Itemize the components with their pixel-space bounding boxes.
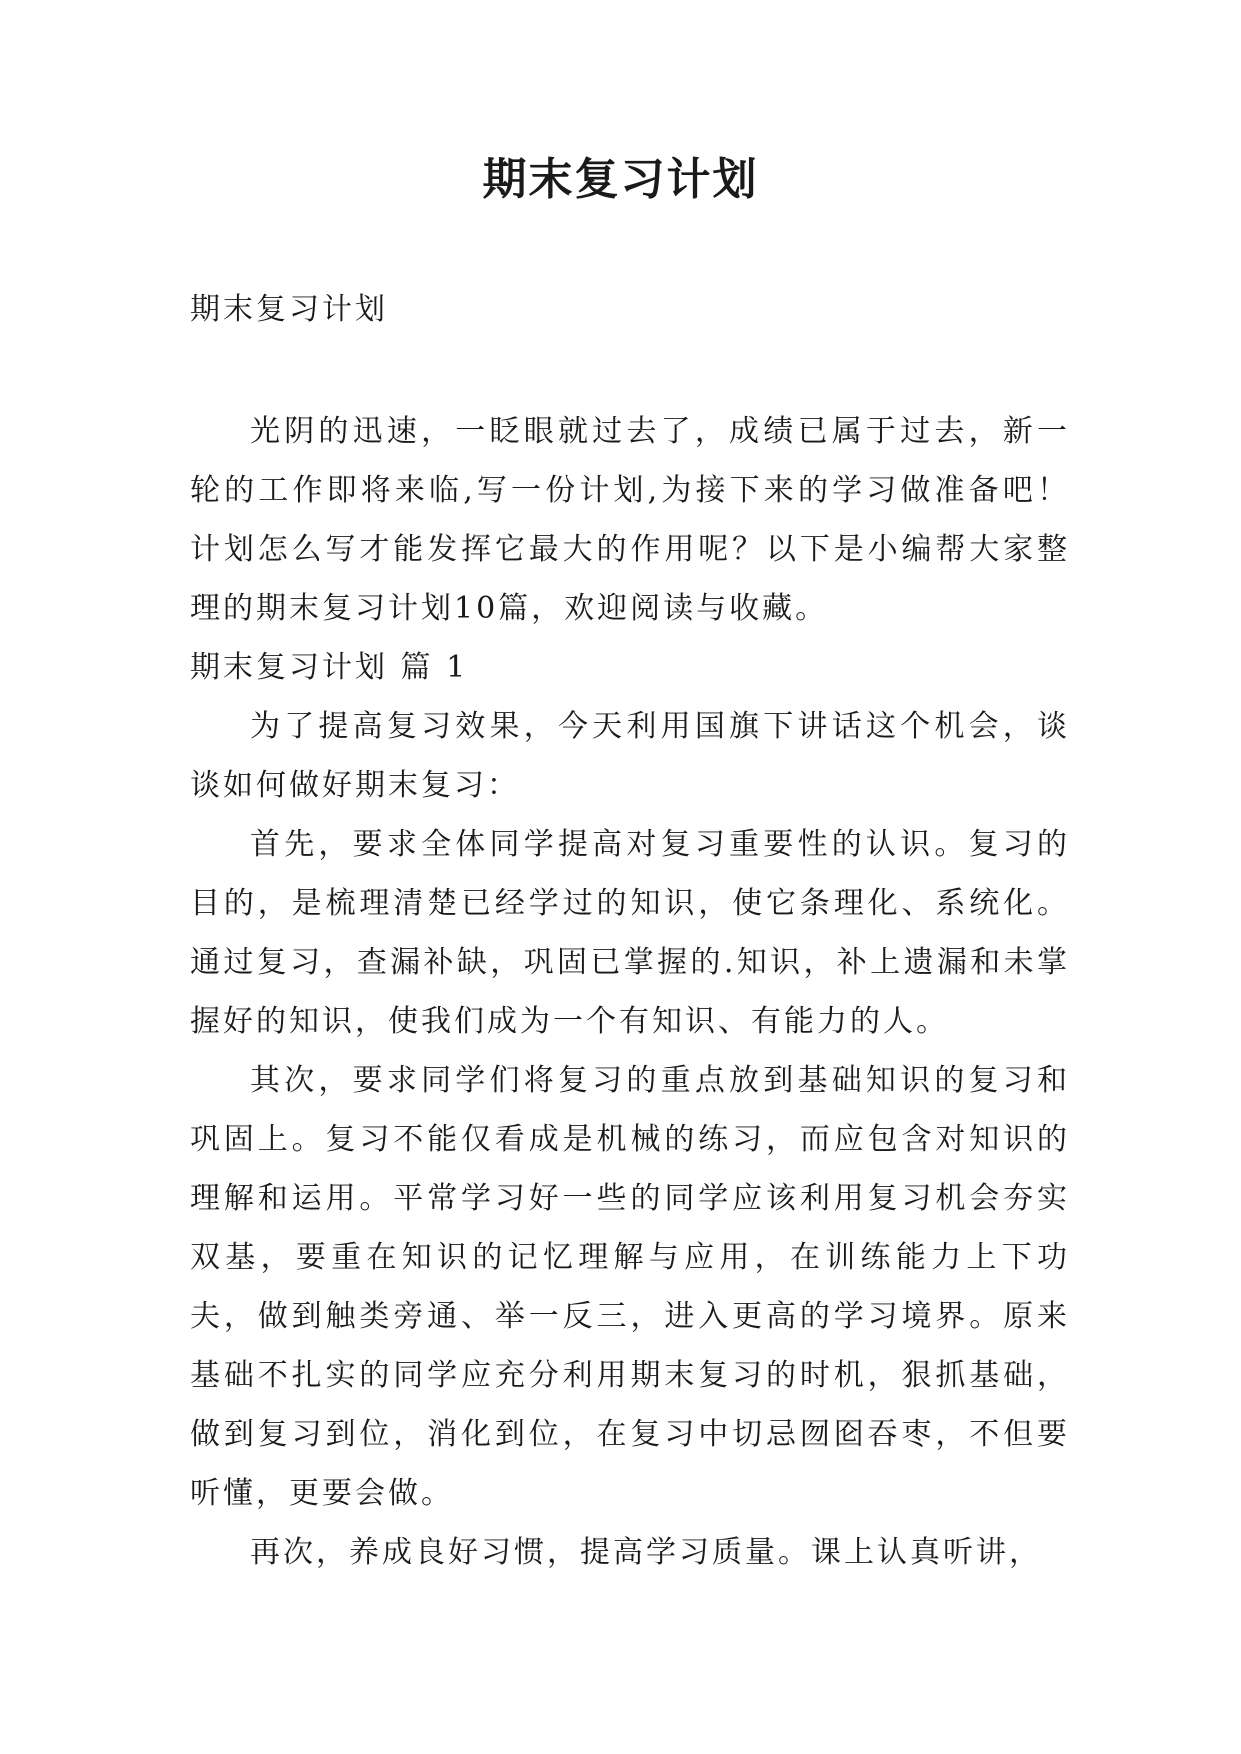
document-title: 期末复习计划 xyxy=(482,154,759,205)
paragraph-4: 再次，养成良好习惯，提高学习质量。课上认真听讲， xyxy=(250,1535,1042,1570)
document-body xyxy=(190,402,1070,1582)
paragraph-1: 为了提高复习效果，今天利用国旗下讲话这个机会，谈谈如何做好期末复习： xyxy=(190,709,1070,803)
paragraph-2: 首先，要求全体同学提高对复习重要性的认识。复习的目的，是梳理清楚已经学过的知识，使它条理化、系统化。通过复习，查漏补缺，巩固已掌握的.知识，补上遗漏和未掌握好的知识，使我们成为一个有知识、有能力的人。 xyxy=(190,827,1070,1039)
document-subheading: 期末复习计划 xyxy=(190,292,388,327)
paragraph-3: 其次，要求同学们将复习的重点放到基础知识的复习和巩固上。复习不能仅看成是机械的练习，而应包含对知识的理解和运用。平常学习好一些的同学应该利用复习机会夯实双基，要重在知识的记忆理解与应用，在训练能力上下功夫，做到触类旁通、举一反三，进入更高的学习境界。原来基础不扎实的同学应充分利用期末复习的时机，狠抓基础，做到复习到位，消化到位，在复习中切忌囫囵吞枣，不但要听懂，更要会做。 xyxy=(190,1063,1070,1511)
intro-paragraph: 光阴的迅速，一眨眼就过去了，成绩已属于过去，新一轮的工作即将来临,写一份计划,为接下来的学习做准备吧！计划怎么写才能发挥它最大的作用呢？以下是小编帮大家整理的期末复习计划10篇，欢迎阅读与收藏。 xyxy=(190,414,1070,626)
section-heading: 期末复习计划 篇 1 xyxy=(190,650,469,685)
